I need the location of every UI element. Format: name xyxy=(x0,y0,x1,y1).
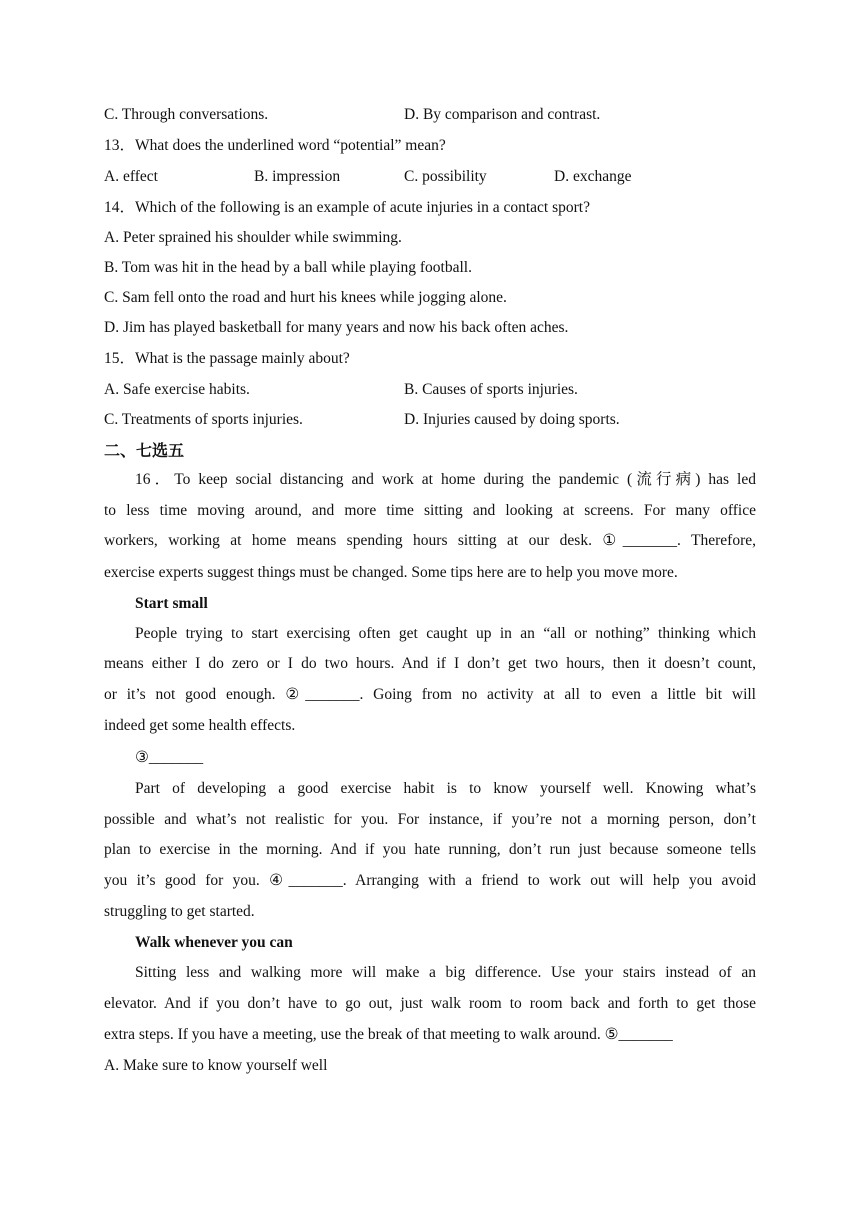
subheading-walk: Walk whenever you can xyxy=(135,934,293,951)
q15-stem: 15．What is the passage mainly about? xyxy=(104,350,350,367)
q13-option-b: B. impression xyxy=(254,168,341,185)
para1-line-3: or it’s not good enough. ②_______. Going from no activity at all to even a little bit will xyxy=(104,685,756,703)
q14-option-d: D. Jim has played basketball for many years and now his back often aches. xyxy=(104,319,569,336)
q12-option-c: C. Through conversations. xyxy=(104,106,269,123)
para2-line-4: you it’s good for you. ④_______. Arranging with a friend to work out will help you avoid xyxy=(104,871,756,889)
para2-line-1: Part of developing a good exercise habit is to know yourself well. Knowing what’s xyxy=(135,780,756,797)
q13-option-d: D. exchange xyxy=(554,168,632,185)
para1-line-4: indeed get some health effects. xyxy=(104,717,296,734)
para3-line-3: extra steps. If you have a meeting, use the break of that meeting to walk around. ⑤_______ xyxy=(104,1026,673,1043)
q14-option-a: A. Peter sprained his shoulder while swimming. xyxy=(104,229,402,246)
worksheet-page xyxy=(104,100,756,1081)
know-yourself-paragraph xyxy=(104,774,756,928)
blank-3-heading: ③_______ xyxy=(135,749,204,766)
para2-line-3: plan to exercise in the morning. And if you hate running, don’t run just because someone tells xyxy=(104,841,756,858)
intro-line-1: 16．To keep social distancing and work at home during the pandemic (流行病) has led xyxy=(135,471,756,488)
q13-stem: 13．What does the underlined word “potential” mean? xyxy=(104,137,446,154)
subheading-start-small: Start small xyxy=(135,594,208,612)
para2-line-2: possible and what’s not realistic for you. For instance, if you’re not a morning person, don’t xyxy=(104,810,756,828)
intro-line-3: workers, working at home means spending hours sitting at our desk. ①_______. Therefore, xyxy=(104,532,756,549)
q15-option-b: B. Causes of sports injuries. xyxy=(404,381,578,398)
para1-line-1: People trying to start exercising often get caught up in an “all or nothing” thinking which xyxy=(135,624,756,642)
q15-options-row-1 xyxy=(104,374,756,405)
q12-option-d: D. By comparison and contrast. xyxy=(404,106,601,123)
section-heading: 二、七选五 xyxy=(104,441,185,460)
intro-line-2: to less time moving around, and more time sitting and looking at screens. For many office xyxy=(104,501,756,519)
q15-option-a: A. Safe exercise habits. xyxy=(104,381,250,398)
intro-line-4: exercise experts suggest things must be changed. Some tips here are to help you move more. xyxy=(104,563,678,581)
para2-line-5: struggling to get started. xyxy=(104,903,255,920)
para1-line-2: means either I do zero or I do two hours. And if I don’t get two hours, then it doesn’t count, xyxy=(104,655,756,672)
q13-option-a: A. effect xyxy=(104,168,158,185)
q15-option-c: C. Treatments of sports injuries. xyxy=(104,411,303,428)
q13-options-row xyxy=(104,161,756,192)
para3-line-1: Sitting less and walking more will make a big difference. Use your stairs instead of an xyxy=(135,964,756,981)
q13-option-c: C. possibility xyxy=(404,168,487,185)
q14-option-c: C. Sam fell onto the road and hurt his knees while jogging alone. xyxy=(104,289,507,306)
q14-option-b: B. Tom was hit in the head by a ball while playing football. xyxy=(104,259,472,276)
para3-line-2: elevator. And if you don’t have to go out, just walk room to room back and forth to get those xyxy=(104,994,756,1012)
q14-stem: 14．Which of the following is an example of acute injuries in a contact sport? xyxy=(104,199,590,216)
start-small-paragraph xyxy=(104,619,756,743)
walk-paragraph xyxy=(104,958,756,1051)
q15-option-d: D. Injuries caused by doing sports. xyxy=(404,411,620,428)
q12-options-row xyxy=(104,100,756,130)
answer-option-a: A. Make sure to know yourself well xyxy=(104,1057,328,1074)
intro-paragraph xyxy=(104,465,756,589)
q15-options-row-2 xyxy=(104,405,756,435)
